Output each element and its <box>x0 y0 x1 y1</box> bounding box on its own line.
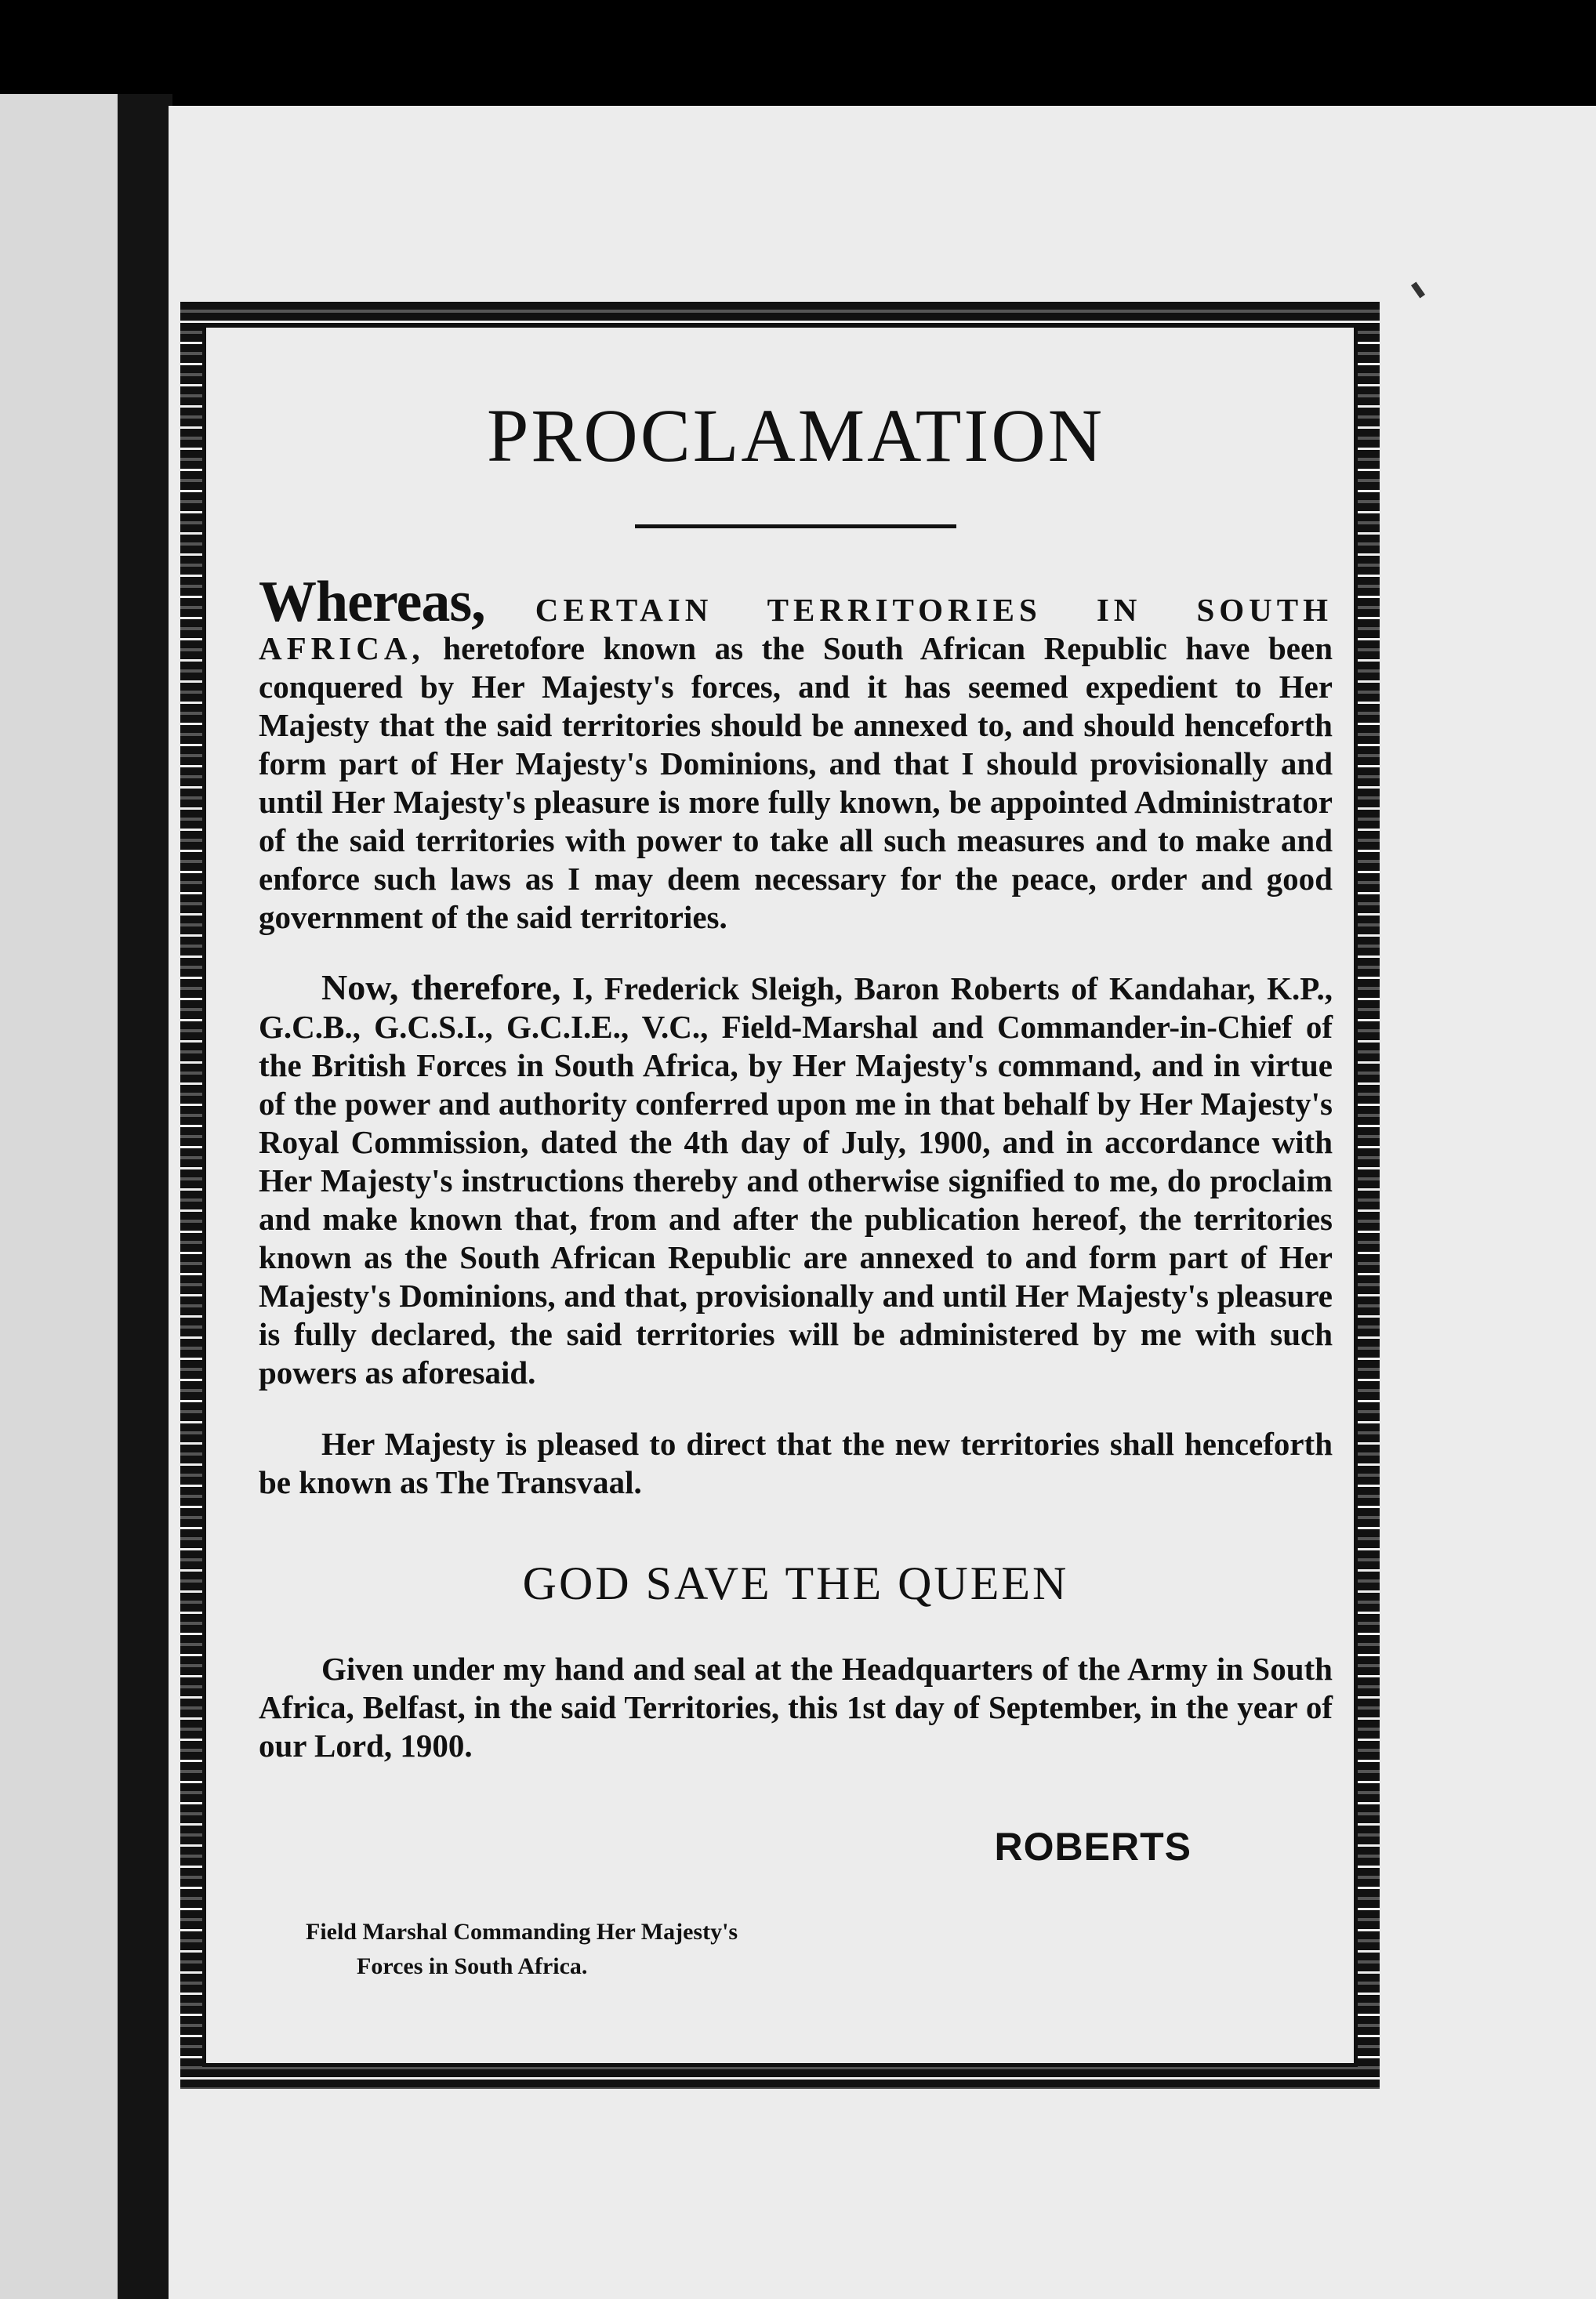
signature: ROBERTS <box>994 1825 1192 1869</box>
transvaal-paragraph: Her Majesty is pleased to direct that the new territories shall henceforth be known as The Transvaal. <box>259 1426 1333 1500</box>
book-gutter <box>118 94 172 2299</box>
signatory-caption <box>306 1915 1333 1984</box>
whereas-word: Whereas, <box>259 570 485 634</box>
title-divider <box>635 524 956 528</box>
whereas-text: heretofore known as the South African Republic have been conquered by Her Majesty's forces, and it has seemed expedient to Her Majesty that the said territories should be annexed to, and should henceforth form part of Her Majesty's Dominions, and that I should provisionally and until Her Majesty's pleasure is more fully known, be appointed Administrator of the said territories with power to take all such measures and to make and enforce such laws as I may deem necessary for the peace, order and good government of the said territories. <box>259 630 1333 935</box>
caption-line-2: Forces in South Africa. <box>357 1953 588 1979</box>
caption-line-1: Field Marshal Commanding Her Majesty's <box>306 1919 738 1945</box>
page-speck <box>1411 282 1425 299</box>
now-therefore-text: I, Frederick Sleigh, Baron Roberts of Kandahar, K.P., G.C.B., G.C.S.I., G.C.I.E., V.C., Field-Marshal and Commander-in-Chief of the British Forces in South Africa, by Her Majesty's command, and in virtue of the power and authority conferred upon me in that behalf by Her Majesty's Royal Commission, dated the 4th day of July, 1900, and in accordance with Her Majesty's instructions thereby and otherwise signified to me, do proclaim and make known that, from and after the publication hereof, the territories known as the South African Republic are annexed to and form part of Her Majesty's Dominions, and that, provisionally and until Her Majesty's pleasure is fully declared, the said territories will be administered by me with such powers as aforesaid. <box>259 970 1333 1391</box>
page-title: PROCLAMATION <box>486 393 1105 477</box>
given-paragraph: Given under my hand and seal at the Headquarters of the Army in South Africa, Belfast, in the said Territories, this 1st day of September, in the year of our Lord, 1900. <box>259 1651 1333 1764</box>
proclamation-body <box>259 368 1333 1984</box>
whereas-caps: CERTAIN TERRITORIES IN SOUTH AFRICA, <box>259 592 1333 666</box>
whereas-paragraph <box>259 570 1333 937</box>
now-therefore-lead: Now, therefore, <box>321 967 561 1007</box>
god-save-the-queen: GOD SAVE THE QUEEN <box>522 1557 1069 1609</box>
now-therefore-paragraph <box>259 968 1333 1392</box>
adjacent-page <box>0 94 133 2299</box>
